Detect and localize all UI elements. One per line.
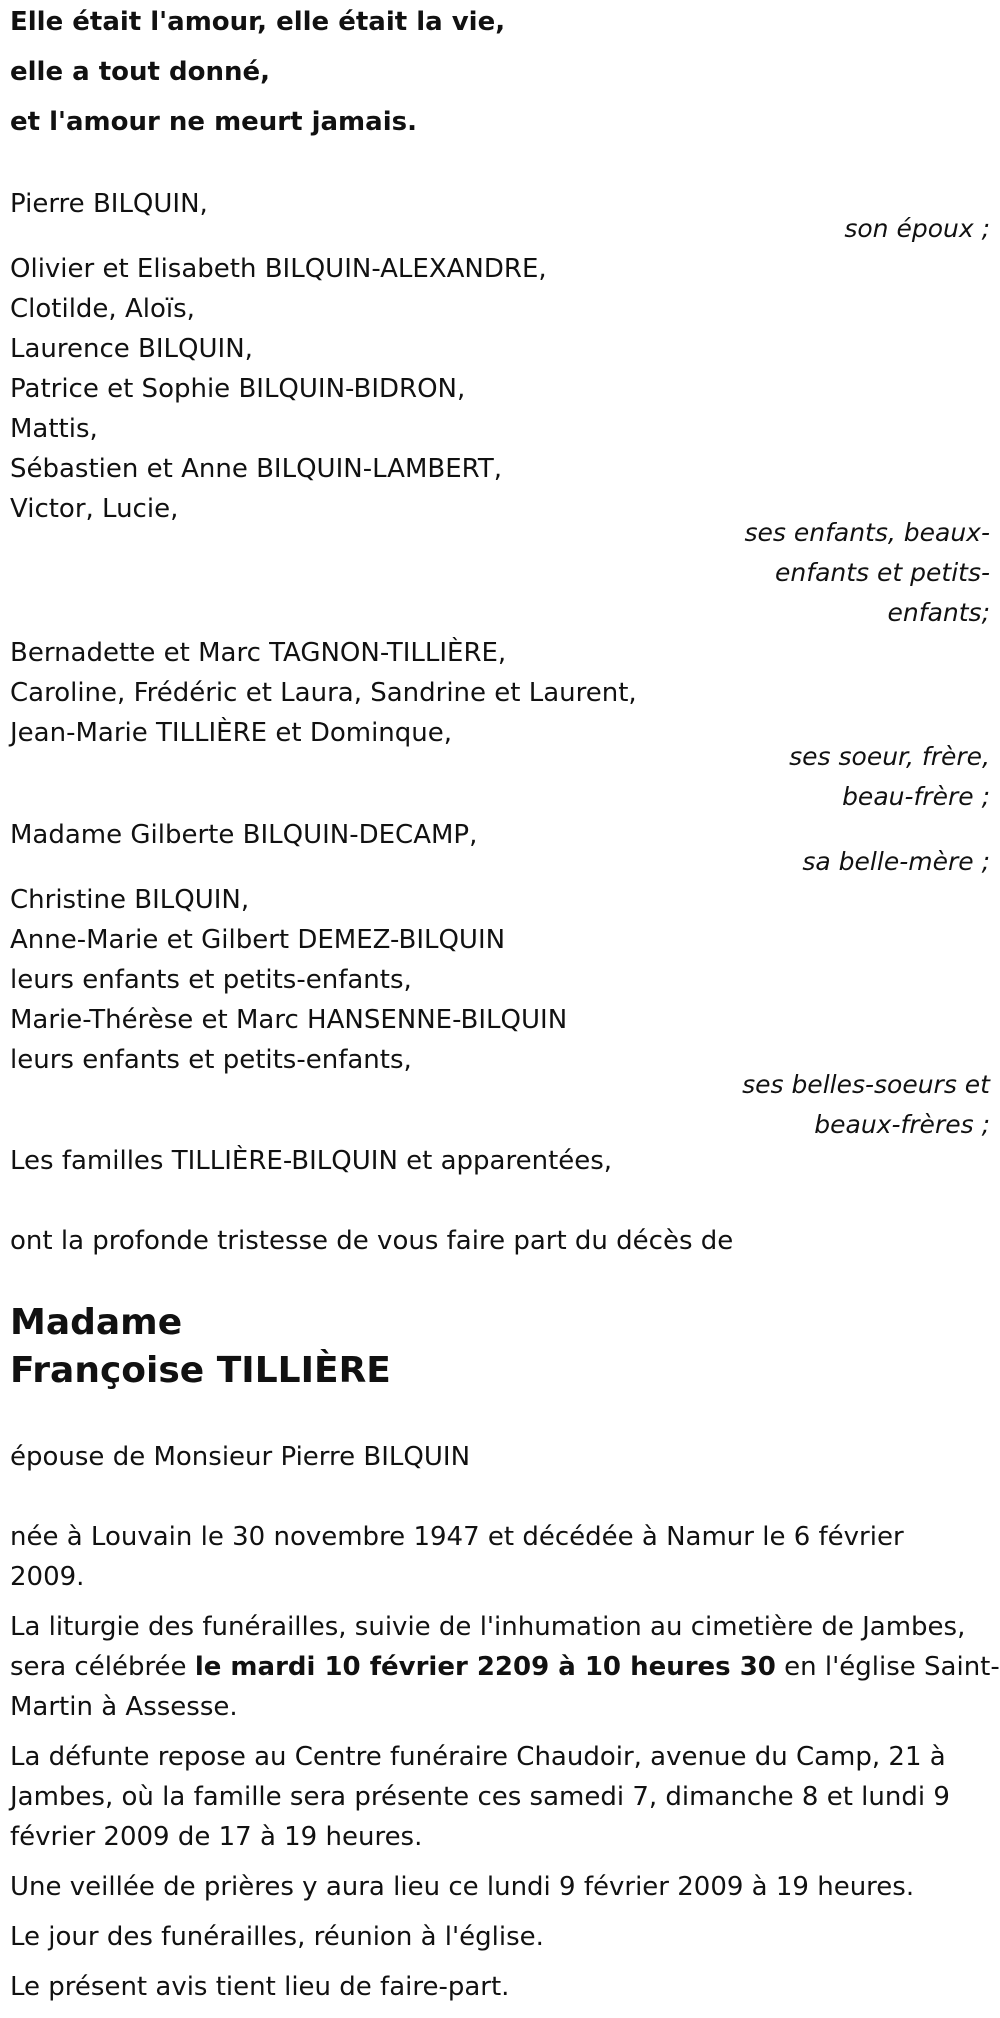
family-member: Les familles TILLIÈRE-BILQUIN et apparentées, <box>10 1146 613 1176</box>
relation-label: beau-frère ; <box>842 782 990 811</box>
family-member: Bernadette et Marc TAGNON-TILLIÈRE, <box>10 638 507 668</box>
family-member: Mattis, <box>10 414 98 444</box>
family-member: leurs enfants et petits-enfants, <box>10 1045 412 1075</box>
family-member: Sébastien et Anne BILQUIN-LAMBERT, <box>10 454 502 484</box>
funeral-line: La liturgie des funérailles, suivie de l'inhumation au cimetière de Jambes, <box>10 1612 966 1642</box>
prayer-line: Une veillée de prières y aura lieu ce lundi 9 février 2009 à 19 heures. <box>10 1872 915 1902</box>
notice-line: Le présent avis tient lieu de faire-part. <box>10 1972 510 2002</box>
family-member: leurs enfants et petits-enfants, <box>10 965 412 995</box>
family-member: Olivier et Elisabeth BILQUIN-ALEXANDRE, <box>10 254 547 284</box>
funeral-line <box>10 1647 1000 1687</box>
family-member: Laurence BILQUIN, <box>10 334 253 364</box>
wake-line: février 2009 de 17 à 19 heures. <box>10 1822 423 1852</box>
funeral-date: le mardi 10 février 2209 à 10 heures 30 <box>194 1652 776 1682</box>
relation-label: beaux-frères ; <box>814 1110 990 1139</box>
wake-line: Jambes, où la famille sera présente ces samedi 7, dimanche 8 et lundi 9 <box>10 1782 950 1812</box>
family-member: Madame Gilberte BILQUIN-DECAMP, <box>10 820 478 850</box>
relation-label: sa belle-mère ; <box>802 847 990 876</box>
funeral-text: en l'église Saint- <box>775 1652 1000 1682</box>
family-member: Victor, Lucie, <box>10 494 179 524</box>
relation-label: son époux ; <box>844 214 990 243</box>
relation-label: enfants et petits- <box>775 558 990 587</box>
quote-line: et l'amour ne meurt jamais. <box>10 107 417 137</box>
quote-line: Elle était l'amour, elle était la vie, <box>10 7 506 37</box>
announcement-text: ont la profonde tristesse de vous faire part du décès de <box>10 1226 734 1256</box>
spouse-line: épouse de Monsieur Pierre BILQUIN <box>10 1442 471 1472</box>
family-member: Christine BILQUIN, <box>10 885 250 915</box>
family-member: Marie-Thérèse et Marc HANSENNE-BILQUIN <box>10 1005 568 1035</box>
funeral-line: Martin à Assesse. <box>10 1692 238 1722</box>
birth-death-line: née à Louvain le 30 novembre 1947 et décédée à Namur le 6 février <box>10 1522 904 1552</box>
family-member: Pierre BILQUIN, <box>10 189 208 219</box>
relation-label: ses enfants, beaux- <box>744 518 990 547</box>
wake-line: La défunte repose au Centre funéraire Chaudoir, avenue du Camp, 21 à <box>10 1742 946 1772</box>
funeral-text: sera célébrée <box>10 1652 195 1682</box>
family-member: Anne-Marie et Gilbert DEMEZ-BILQUIN <box>10 925 506 955</box>
family-member: Clotilde, Aloïs, <box>10 294 195 324</box>
family-member: Jean-Marie TILLIÈRE et Dominque, <box>10 718 453 748</box>
relation-label: ses belles-soeurs et <box>742 1070 990 1099</box>
relation-label: enfants; <box>887 598 990 627</box>
deceased-name: Françoise TILLIÈRE <box>10 1350 391 1391</box>
deceased-title: Madame <box>10 1302 183 1343</box>
quote-line: elle a tout donné, <box>10 57 271 87</box>
birth-death-line: 2009. <box>10 1562 85 1592</box>
family-member: Patrice et Sophie BILQUIN-BIDRON, <box>10 374 466 404</box>
meeting-line: Le jour des funérailles, réunion à l'église. <box>10 1922 544 1952</box>
relation-label: ses soeur, frère, <box>789 742 990 771</box>
family-member: Caroline, Frédéric et Laura, Sandrine et Laurent, <box>10 678 637 708</box>
